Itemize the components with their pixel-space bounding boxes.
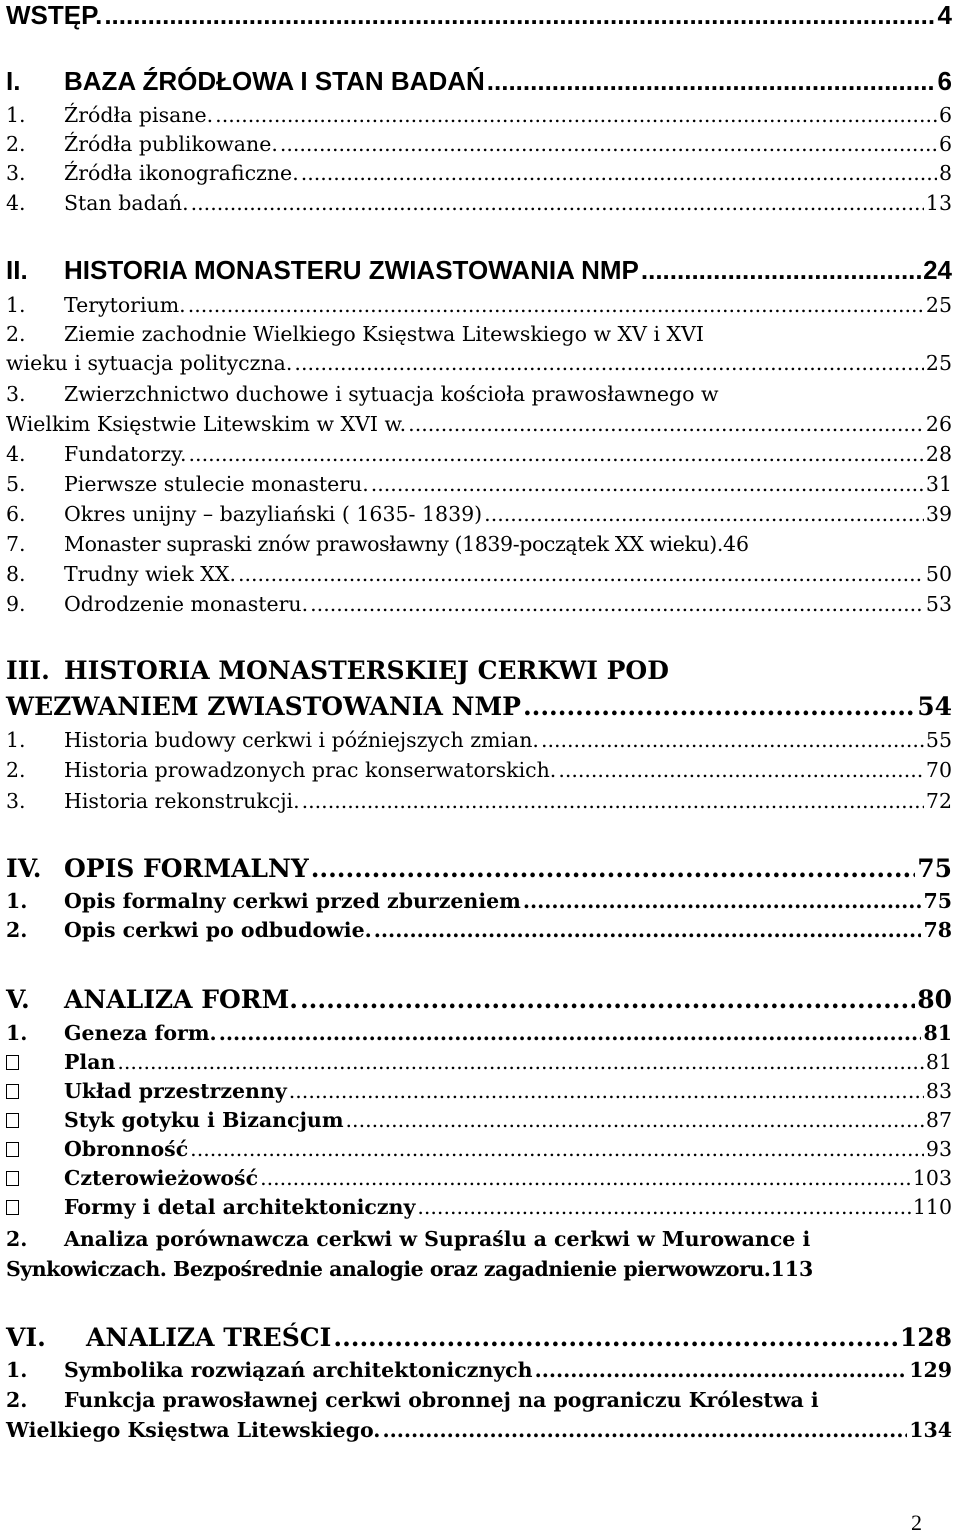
entry-page: 129 — [909, 1358, 952, 1382]
entry-title: Fundatorzy. — [64, 442, 187, 466]
entry-title-continued: wieku i sytuacja polityczna. — [6, 351, 293, 375]
entry-number: 4. — [6, 191, 26, 215]
toc-bullet-entry — [6, 1079, 952, 1103]
entry-title: Geneza form. — [64, 1021, 217, 1045]
entry-page: 8 — [938, 161, 952, 185]
toc-entry — [6, 758, 952, 782]
dot-leader — [191, 191, 924, 215]
toc-entry — [6, 132, 952, 156]
entry-number: 1. — [6, 293, 26, 317]
toc-section-v — [6, 985, 952, 1014]
entry-page: 134 — [909, 1418, 952, 1442]
entry-title: Opis formalny cerkwi przed zburzeniem — [64, 889, 521, 913]
entry-page: 6 — [938, 103, 952, 127]
dot-leader — [189, 442, 924, 466]
dot-leader — [523, 889, 922, 913]
toc-bullet-entry — [6, 1137, 952, 1161]
entry-page: 55 — [925, 728, 952, 752]
toc-bullet-entry — [6, 1166, 952, 1190]
entry-number: 8. — [6, 562, 26, 586]
entry-number: 3. — [6, 161, 26, 185]
section-number: V. — [6, 985, 30, 1014]
toc-entry — [6, 103, 952, 127]
entry-number: 2. — [6, 1227, 28, 1251]
dot-leader — [188, 293, 924, 317]
dot-leader — [346, 1108, 924, 1132]
dot-leader — [219, 1021, 922, 1045]
entry-page: 78 — [923, 918, 952, 942]
dot-leader — [382, 1418, 907, 1442]
entry-title: Terytorium. — [64, 293, 186, 317]
entry-title: Formy i detal architektoniczny — [64, 1195, 416, 1219]
entry-page: 25 — [925, 293, 952, 317]
dot-leader — [190, 1137, 924, 1161]
entry-number: 2. — [6, 132, 26, 156]
entry-page: 25 — [925, 351, 952, 375]
dot-leader — [333, 1323, 897, 1352]
section-number: II. — [6, 255, 28, 285]
dot-leader — [417, 1195, 910, 1219]
toc-entry — [6, 502, 952, 526]
entry-title: Obronność — [64, 1137, 189, 1161]
entry-title: Analiza porównawcza cerkwi w Supraślu a cerkwi w Murowance i — [64, 1227, 811, 1251]
toc-section-iv — [6, 854, 952, 883]
entry-number: 2. — [6, 322, 26, 346]
entry-title: Źródła pisane. — [64, 103, 214, 127]
entry-number: 3. — [6, 789, 26, 813]
entry-number: 1. — [6, 728, 26, 752]
entry-title: Trudny wiek XX. — [64, 562, 236, 586]
entry-number: 1. — [6, 1021, 28, 1045]
toc-entry-line1 — [6, 382, 952, 406]
dot-leader — [294, 351, 923, 375]
toc-entry-wstep — [6, 0, 952, 31]
entry-page: 4 — [937, 0, 952, 30]
dot-leader — [523, 692, 915, 721]
section-number: III. — [6, 656, 50, 685]
toc-bullet-entry — [6, 1108, 952, 1132]
toc-entry — [6, 1021, 952, 1045]
section-page: 75 — [917, 854, 952, 883]
entry-number: 1. — [6, 889, 28, 913]
dot-leader — [117, 1050, 924, 1074]
entry-number: 9. — [6, 592, 26, 616]
bullet-square-icon — [6, 1195, 64, 1219]
section-number: IV. — [6, 854, 42, 883]
entry-page: 46 — [722, 532, 750, 556]
entry-number: 3. — [6, 382, 26, 406]
entry-page: 83 — [925, 1079, 952, 1103]
dot-leader — [311, 854, 916, 883]
toc-entry — [6, 592, 952, 616]
section-title: HISTORIA MONASTERU ZWIASTOWANIA NMP — [64, 255, 639, 285]
entry-number: 4. — [6, 442, 26, 466]
entry-title: Ziemie zachodnie Wielkiego Księstwa Litewskiego w XV i XVI — [64, 322, 705, 346]
entry-title: Historia prowadzonych prac konserwatorskich. — [64, 758, 557, 782]
entry-title: Historia budowy cerkwi i późniejszych zmian. — [64, 728, 539, 752]
entry-title: Monaster supraski znów prawosławny (1839-początek XX wieku). — [64, 532, 723, 556]
toc-entry — [6, 472, 952, 496]
toc-entry-line1 — [6, 1227, 952, 1251]
toc-entry-line1 — [6, 1388, 952, 1412]
dot-leader — [300, 985, 915, 1014]
section-number: VI. — [6, 1323, 46, 1352]
dot-leader — [260, 1166, 911, 1190]
toc-section-ii — [6, 255, 952, 286]
section-page: 6 — [937, 66, 952, 96]
bullet-square-icon — [6, 1079, 64, 1103]
entry-title: Funkcja prawosławnej cerkwi obronnej na pograniczu Królestwa i — [64, 1388, 819, 1412]
section-title: HISTORIA MONASTERSKIEJ CERKWI POD — [64, 656, 669, 685]
toc-entry — [6, 789, 952, 813]
dot-leader — [301, 161, 937, 185]
entry-page: 26 — [925, 412, 952, 436]
section-title-continued: WEZWANIEM ZWIASTOWANIA NMP — [6, 692, 521, 721]
dot-leader — [238, 562, 924, 586]
entry-title: WSTĘP. — [6, 0, 103, 30]
dot-leader — [280, 132, 937, 156]
entry-page: 81 — [925, 1050, 952, 1074]
entry-title: Historia rekonstrukcji. — [64, 789, 300, 813]
toc-entry — [6, 191, 952, 215]
dot-leader — [535, 1358, 908, 1382]
entry-title: Styk gotyku i Bizancjum — [64, 1108, 344, 1132]
dot-leader — [104, 0, 935, 31]
toc-entry-line2 — [6, 412, 952, 436]
entry-title: Zwierzchnictwo duchowe i sytuacja kościoła prawosławnego w — [64, 382, 719, 406]
toc-entry — [6, 889, 952, 913]
entry-page: 75 — [923, 889, 952, 913]
entry-page: 50 — [925, 562, 952, 586]
section-page: 24 — [923, 255, 952, 285]
entry-title: Odrodzenie monasteru. — [64, 592, 309, 616]
section-title: ANALIZA FORM. — [64, 985, 298, 1014]
entry-title: Plan — [64, 1050, 116, 1074]
toc-entry-line2 — [6, 351, 952, 375]
toc-entry-line2 — [6, 1418, 952, 1442]
toc-bullet-entry — [6, 1195, 952, 1219]
dot-leader — [289, 1079, 924, 1103]
section-number: I. — [6, 66, 21, 96]
dot-leader — [408, 412, 924, 436]
toc-entry — [6, 532, 952, 556]
dot-leader — [541, 728, 924, 752]
toc-entry — [6, 728, 952, 752]
dot-leader — [302, 789, 924, 813]
entry-title: Symbolika rozwiązań architektonicznych — [64, 1358, 533, 1382]
entry-number: 2. — [6, 1388, 28, 1412]
entry-page: 53 — [925, 592, 952, 616]
entry-title: Czterowieżowość — [64, 1166, 259, 1190]
bullet-square-icon — [6, 1050, 64, 1074]
dot-leader — [215, 103, 937, 127]
section-page: 128 — [899, 1323, 952, 1352]
toc-entry — [6, 562, 952, 586]
entry-page: 31 — [925, 472, 952, 496]
entry-number: 7. — [6, 532, 26, 556]
dot-leader — [310, 592, 924, 616]
entry-number: 1. — [6, 103, 26, 127]
entry-title: Źródła ikonograficzne. — [64, 161, 299, 185]
toc-entry-line2 — [6, 1257, 952, 1281]
entry-title-continued: Synkowiczach. Bezpośrednie analogie oraz zagadnienie pierwowzoru. — [6, 1257, 771, 1281]
toc-entry — [6, 161, 952, 185]
entry-page: 39 — [925, 502, 952, 526]
toc-entry — [6, 918, 952, 942]
entry-title-continued: Wielkiego Księstwa Litewskiego. — [6, 1418, 381, 1442]
bullet-square-icon — [6, 1108, 64, 1132]
dot-leader — [371, 472, 924, 496]
dot-leader — [484, 502, 924, 526]
bullet-square-icon — [6, 1166, 64, 1190]
entry-page: 110 — [912, 1195, 952, 1219]
section-title: BAZA ŹRÓDŁOWA I STAN BADAŃ — [64, 66, 485, 96]
entry-title: Stan badań. — [64, 191, 189, 215]
toc-bullet-entry — [6, 1050, 952, 1074]
entry-number: 5. — [6, 472, 26, 496]
dot-leader — [558, 758, 924, 782]
bullet-square-icon — [6, 1137, 64, 1161]
entry-title: Opis cerkwi po odbudowie. — [64, 918, 372, 942]
entry-page: 113 — [770, 1257, 814, 1281]
entry-page: 70 — [925, 758, 952, 782]
toc-entry-line1 — [6, 322, 952, 346]
entry-number: 1. — [6, 1358, 28, 1382]
entry-number: 2. — [6, 918, 28, 942]
section-page: 80 — [917, 985, 952, 1014]
toc-section-iii-line2 — [6, 692, 952, 721]
section-title: ANALIZA TREŚCI — [86, 1323, 332, 1352]
dot-leader — [374, 918, 922, 942]
entry-page: 87 — [925, 1108, 952, 1132]
entry-page: 13 — [925, 191, 952, 215]
entry-page: 81 — [923, 1021, 952, 1045]
entry-page: 103 — [912, 1166, 952, 1190]
section-title: OPIS FORMALNY — [64, 854, 309, 883]
entry-page: 6 — [938, 132, 952, 156]
entry-number: 6. — [6, 502, 26, 526]
toc-section-vi — [6, 1323, 952, 1352]
entry-title: Pierwsze stulecie monasteru. — [64, 472, 369, 496]
toc-entry — [6, 442, 952, 466]
entry-page: 72 — [925, 789, 952, 813]
toc-section-iii-line1 — [6, 656, 952, 685]
toc-section-i — [6, 66, 952, 97]
entry-page: 93 — [925, 1137, 952, 1161]
dot-leader — [487, 66, 936, 97]
page-number: 2 — [911, 1510, 922, 1535]
entry-title: Układ przestrzenny — [64, 1079, 287, 1103]
section-page: 54 — [917, 692, 952, 721]
dot-leader — [641, 255, 921, 286]
entry-number: 2. — [6, 758, 26, 782]
entry-title: Okres unijny – bazyliański ( 1635- 1839) — [64, 502, 483, 526]
entry-page: 28 — [925, 442, 952, 466]
toc-entry — [6, 1358, 952, 1382]
toc-entry — [6, 293, 952, 317]
entry-title: Źródła publikowane. — [64, 132, 278, 156]
entry-title-continued: Wielkim Księstwie Litewskim w XVI w. — [6, 412, 407, 436]
